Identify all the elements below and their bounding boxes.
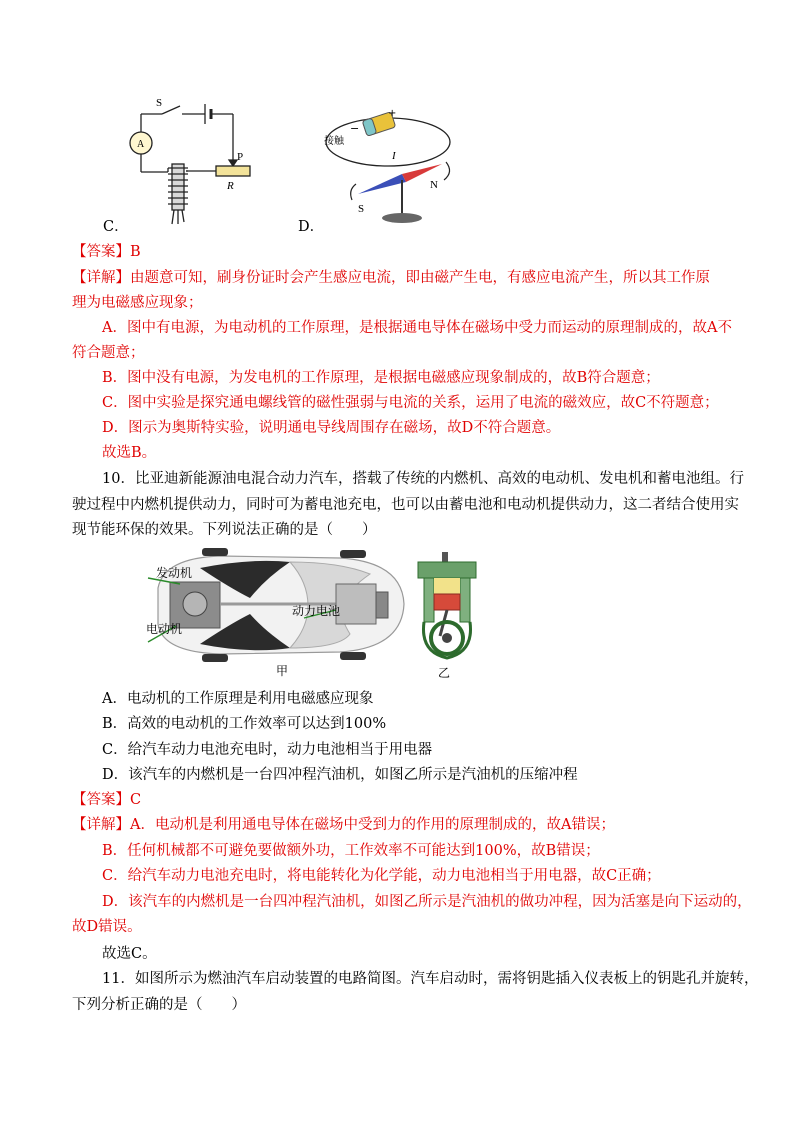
figure-c-circuit xyxy=(120,90,260,230)
q10-conclusion: 故选C。 xyxy=(102,946,157,962)
south-label: S xyxy=(358,203,365,215)
q9-answer: 【答案】B xyxy=(72,244,141,260)
q10-option-c: C．给汽车动力电池充电时，动力电池相当于用电器 xyxy=(102,742,433,758)
current-label: I xyxy=(392,150,396,162)
option-d-label: D． xyxy=(298,219,325,235)
q10-detail-line-5: 故D错误。 xyxy=(72,919,142,935)
north-label: N xyxy=(430,179,438,191)
q9-option-a-line-1: A．图中有电源，为电动机的工作原理，是根据通电导体在磁场中受力而运动的原理制成的，故A不 xyxy=(102,320,732,336)
switch-label: S xyxy=(156,97,163,109)
q9-option-d: D．图示为奥斯特实验，说明通电导线周围存在磁场，故D不符合题意。 xyxy=(102,420,561,436)
q10-option-a: A．电动机的工作原理是利用电磁感应现象 xyxy=(102,691,374,707)
battery-plus: + xyxy=(388,108,397,119)
car-label-battery: 动力电池 xyxy=(292,604,341,618)
q11-stem-line-1: 11．如图所示为燃油汽车启动装置的电路简图。汽车启动时，需将钥匙插入仪表板上的钥匙孔并旋转， xyxy=(102,971,759,987)
four-stroke-engine-diagram xyxy=(416,552,478,662)
oersted-diagram xyxy=(318,104,468,230)
circuit-diagram-c xyxy=(120,90,260,230)
car-label-motor: 电动机 xyxy=(146,622,183,636)
q10-option-b: B．高效的电动机的工作效率可以达到100% xyxy=(102,716,387,732)
q9-option-b: B．图中没有电源，为发电机的工作原理，是根据电磁感应现象制成的，故B符合题意； xyxy=(102,370,660,386)
q9-conclusion: 故选B。 xyxy=(102,445,157,461)
q9-option-c: C．图中实验是探究通电螺线管的磁性强弱与电流的关系，运用了电流的磁效应，故C不符题意； xyxy=(102,395,719,411)
figure-engine-yi xyxy=(416,552,478,662)
q10-option-d: D．该汽车的内燃机是一台四冲程汽油机，如图乙所示是汽油机的压缩冲程 xyxy=(102,767,578,783)
q9-detail-line-2: 理为电磁感应现象； xyxy=(72,295,203,311)
option-c-label: C． xyxy=(103,219,129,235)
battery-minus: − xyxy=(350,122,360,135)
contact-label: 接触 xyxy=(324,136,344,147)
car-label-engine: 发动机 xyxy=(156,566,193,580)
engine-caption-yi: 乙 xyxy=(438,666,451,680)
q9-detail-line-1: 【详解】由题意可知，刷身份证时会产生感应电流，即由磁产生电，有感应电流产生，所以其工作原 xyxy=(72,270,710,286)
q11-stem-line-2: 下列分析正确的是（ ） xyxy=(72,997,246,1013)
resistor-label: R xyxy=(227,180,234,192)
q10-detail-line-4: D．该汽车的内燃机是一台四冲程汽油机，如图乙所示是汽油机的做功冲程，因为活塞是向下运动的， xyxy=(102,894,752,910)
q10-detail-line-2: B．任何机械都不可避免要做额外功，工作效率不可能达到100%，故B错误； xyxy=(102,843,600,859)
q10-detail-line-1: 【详解】A．电动机是利用通电导体在磁场中受到力的作用的原理制成的，故A错误； xyxy=(72,817,615,833)
q10-stem-line-2: 驶过程中内燃机提供动力，同时可为蓄电池充电，也可以由蓄电池和电动机提供动力，这二者结合使用实 xyxy=(72,497,739,513)
q10-detail-line-3: C．给汽车动力电池充电时，将电能转化为化学能，动力电池相当于用电器，故C正确； xyxy=(102,868,661,884)
q10-stem-line-3: 现节能环保的效果。下列说法正确的是（ ） xyxy=(72,522,377,538)
slider-label: P xyxy=(237,151,244,163)
car-caption-jia: 甲 xyxy=(276,664,289,678)
q10-stem-line-1: 10．比亚迪新能源油电混合动力汽车，搭载了传统的内燃机、高效的电动机、发电机和蓄电池组。行 xyxy=(102,471,744,487)
q10-answer: 【答案】C xyxy=(72,792,142,808)
ammeter-label: A xyxy=(137,139,145,150)
q9-option-a-line-2: 符合题意； xyxy=(72,345,145,361)
figure-d-oersted xyxy=(318,104,468,230)
